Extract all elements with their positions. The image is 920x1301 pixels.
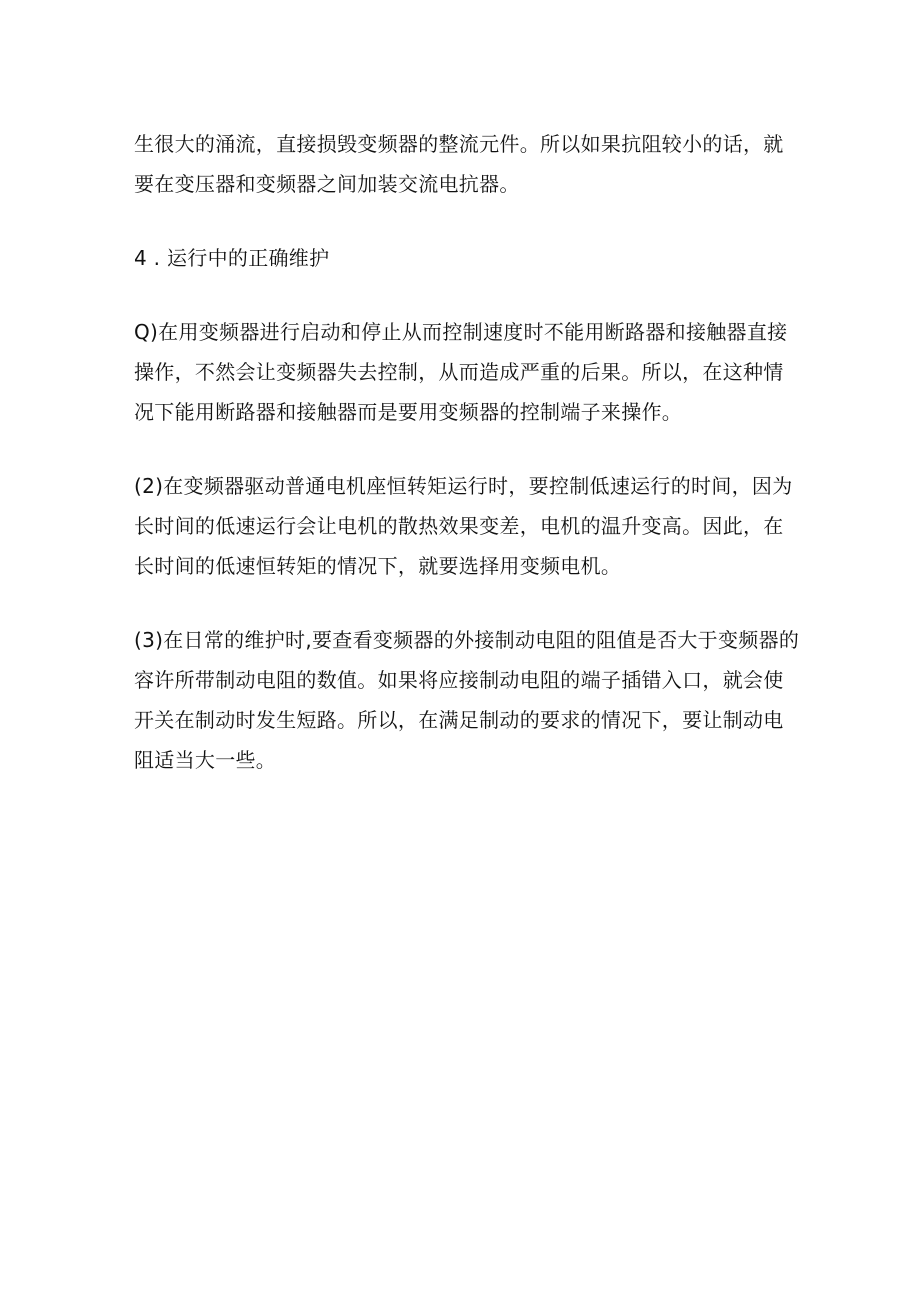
paragraph-item-3 [134, 620, 804, 780]
section-heading [134, 238, 804, 278]
text-line: 长时间的低速恒转矩的情况下，就要选择用变频电机。 [134, 554, 622, 578]
paragraph-intro [134, 124, 804, 204]
text-line: (3)在日常的维护时,要查看变频器的外接制动电阻的阻值是否大于变频器的 [134, 628, 800, 652]
paragraph-gap [134, 204, 804, 238]
text-line: 况下能用断路器和接触器而是要用变频器的控制端子来操作。 [134, 400, 683, 424]
text-line: Q)在用变频器进行启动和停止从而控制速度时不能用断路器和接触器直接 [134, 320, 788, 344]
text-line: 长时间的低速运行会让电机的散热效果变差，电机的温升变高。因此，在 [134, 514, 784, 538]
text-line: 生很大的涌流，直接损毁变频器的整流元件。所以如果抗阻较小的话，就 [134, 132, 784, 156]
paragraph-item-1 [134, 312, 804, 432]
paragraph-item-2 [134, 466, 804, 586]
text-line: 操作，不然会让变频器失去控制，从而造成严重的后果。所以，在这种情 [134, 360, 784, 384]
text-line: 容许所带制动电阻的数值。如果将应接制动电阻的端子插错入口，就会使 [134, 668, 784, 692]
text-line: 要在变压器和变频器之间加装交流电抗器。 [134, 172, 520, 196]
paragraph-gap [134, 278, 804, 312]
text-line: 开关在制动时发生短路。所以，在满足制动的要求的情况下，要让制动电 [134, 708, 784, 732]
paragraph-gap [134, 432, 804, 466]
text-line: 阻适当大一些。 [134, 748, 277, 772]
document-body [134, 124, 804, 780]
paragraph-gap [134, 586, 804, 620]
heading-text: 4 . 运行中的正确维护 [134, 246, 330, 270]
text-line: (2)在变频器驱动普通电机座恒转矩运行时，要控制低速运行的时间，因为 [134, 474, 793, 498]
